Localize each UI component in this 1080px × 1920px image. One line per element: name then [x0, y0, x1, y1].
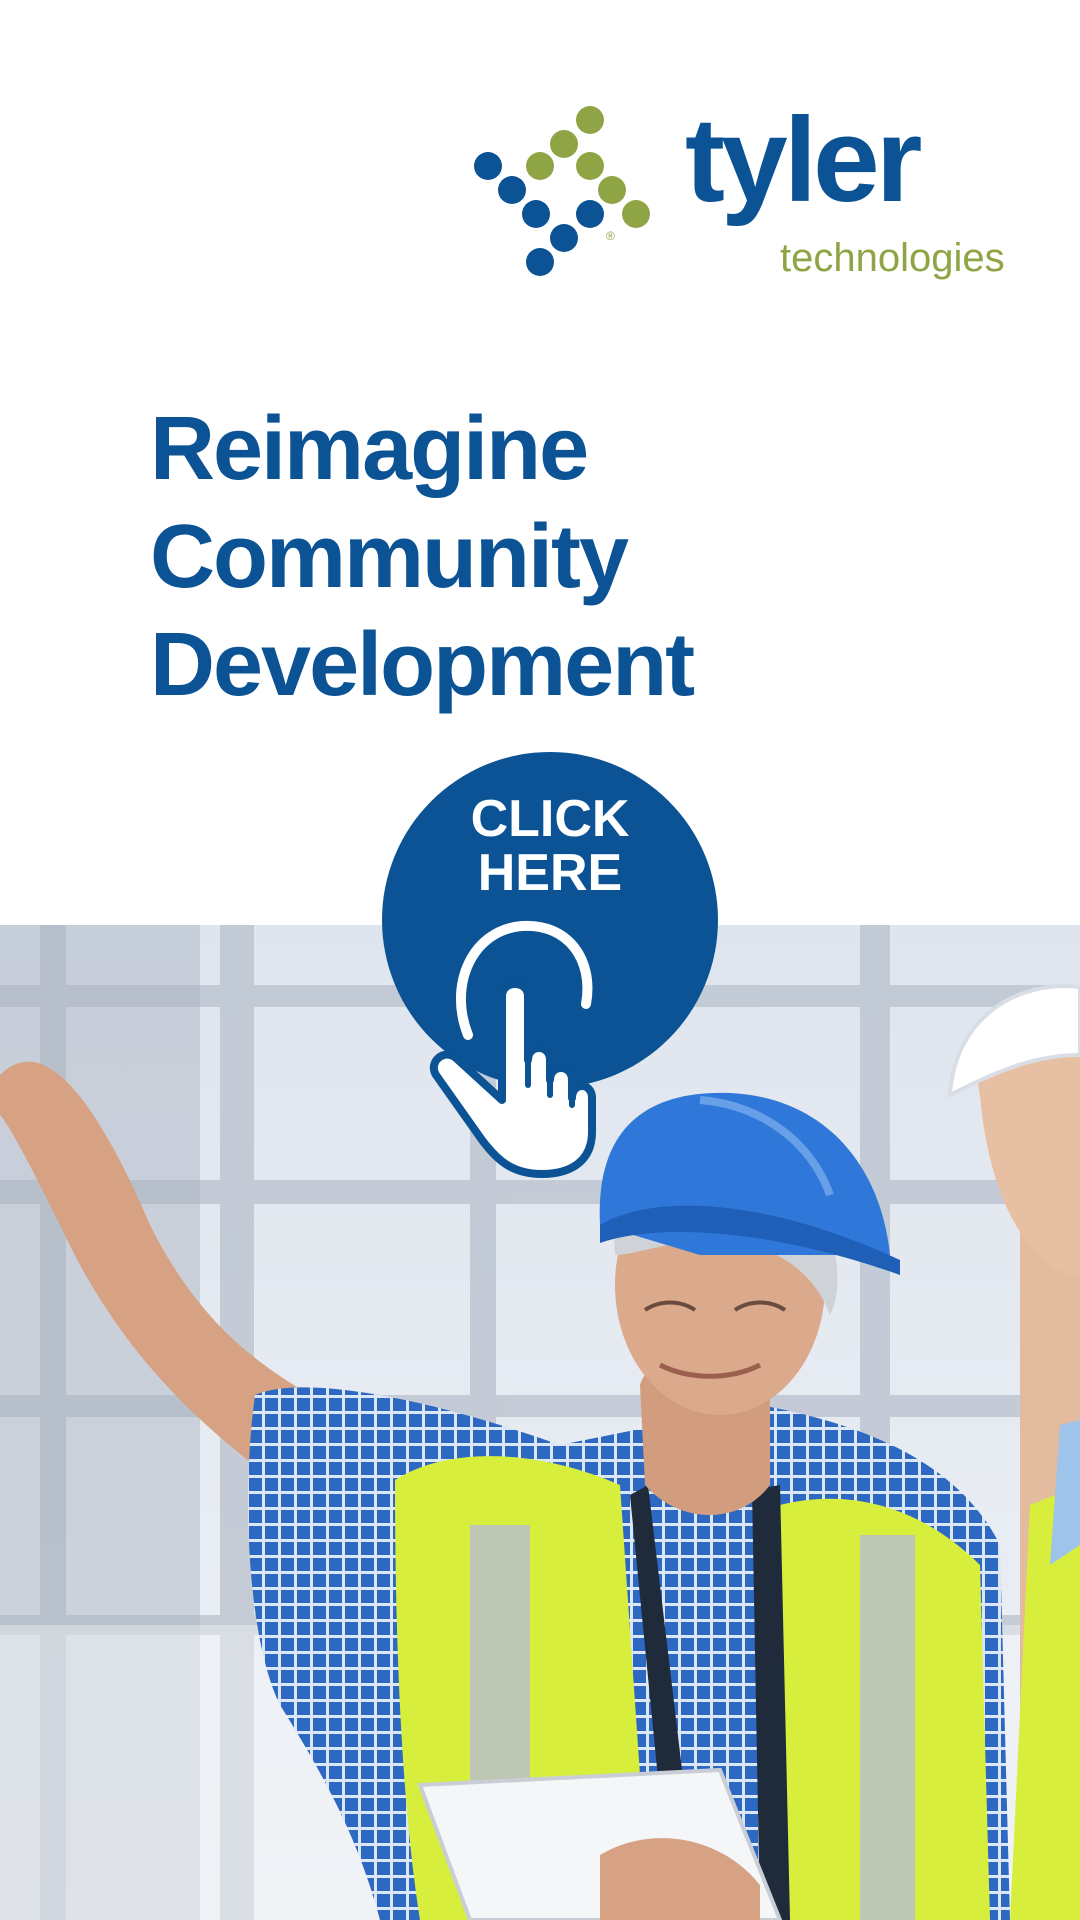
- tyler-dots-logo-icon: [470, 100, 660, 290]
- headline: [150, 395, 850, 719]
- headline-line-1: Reimagine: [150, 399, 588, 499]
- click-here-line-2[interactable]: HERE: [477, 844, 623, 902]
- click-here-label[interactable]: [382, 792, 718, 900]
- logo-subtext: technologies: [780, 236, 1005, 280]
- headline-line-3: Development: [150, 615, 694, 715]
- tyler-technologies-logo: [470, 93, 1010, 300]
- click-here-line-1[interactable]: CLICK: [470, 790, 630, 848]
- logo-wordmark: tyler: [685, 93, 919, 227]
- headline-line-2: Community: [150, 507, 627, 607]
- click-here-button[interactable]: [382, 752, 718, 1172]
- registered-mark: ®: [606, 229, 615, 243]
- pointing-hand-icon[interactable]: [442, 910, 642, 1180]
